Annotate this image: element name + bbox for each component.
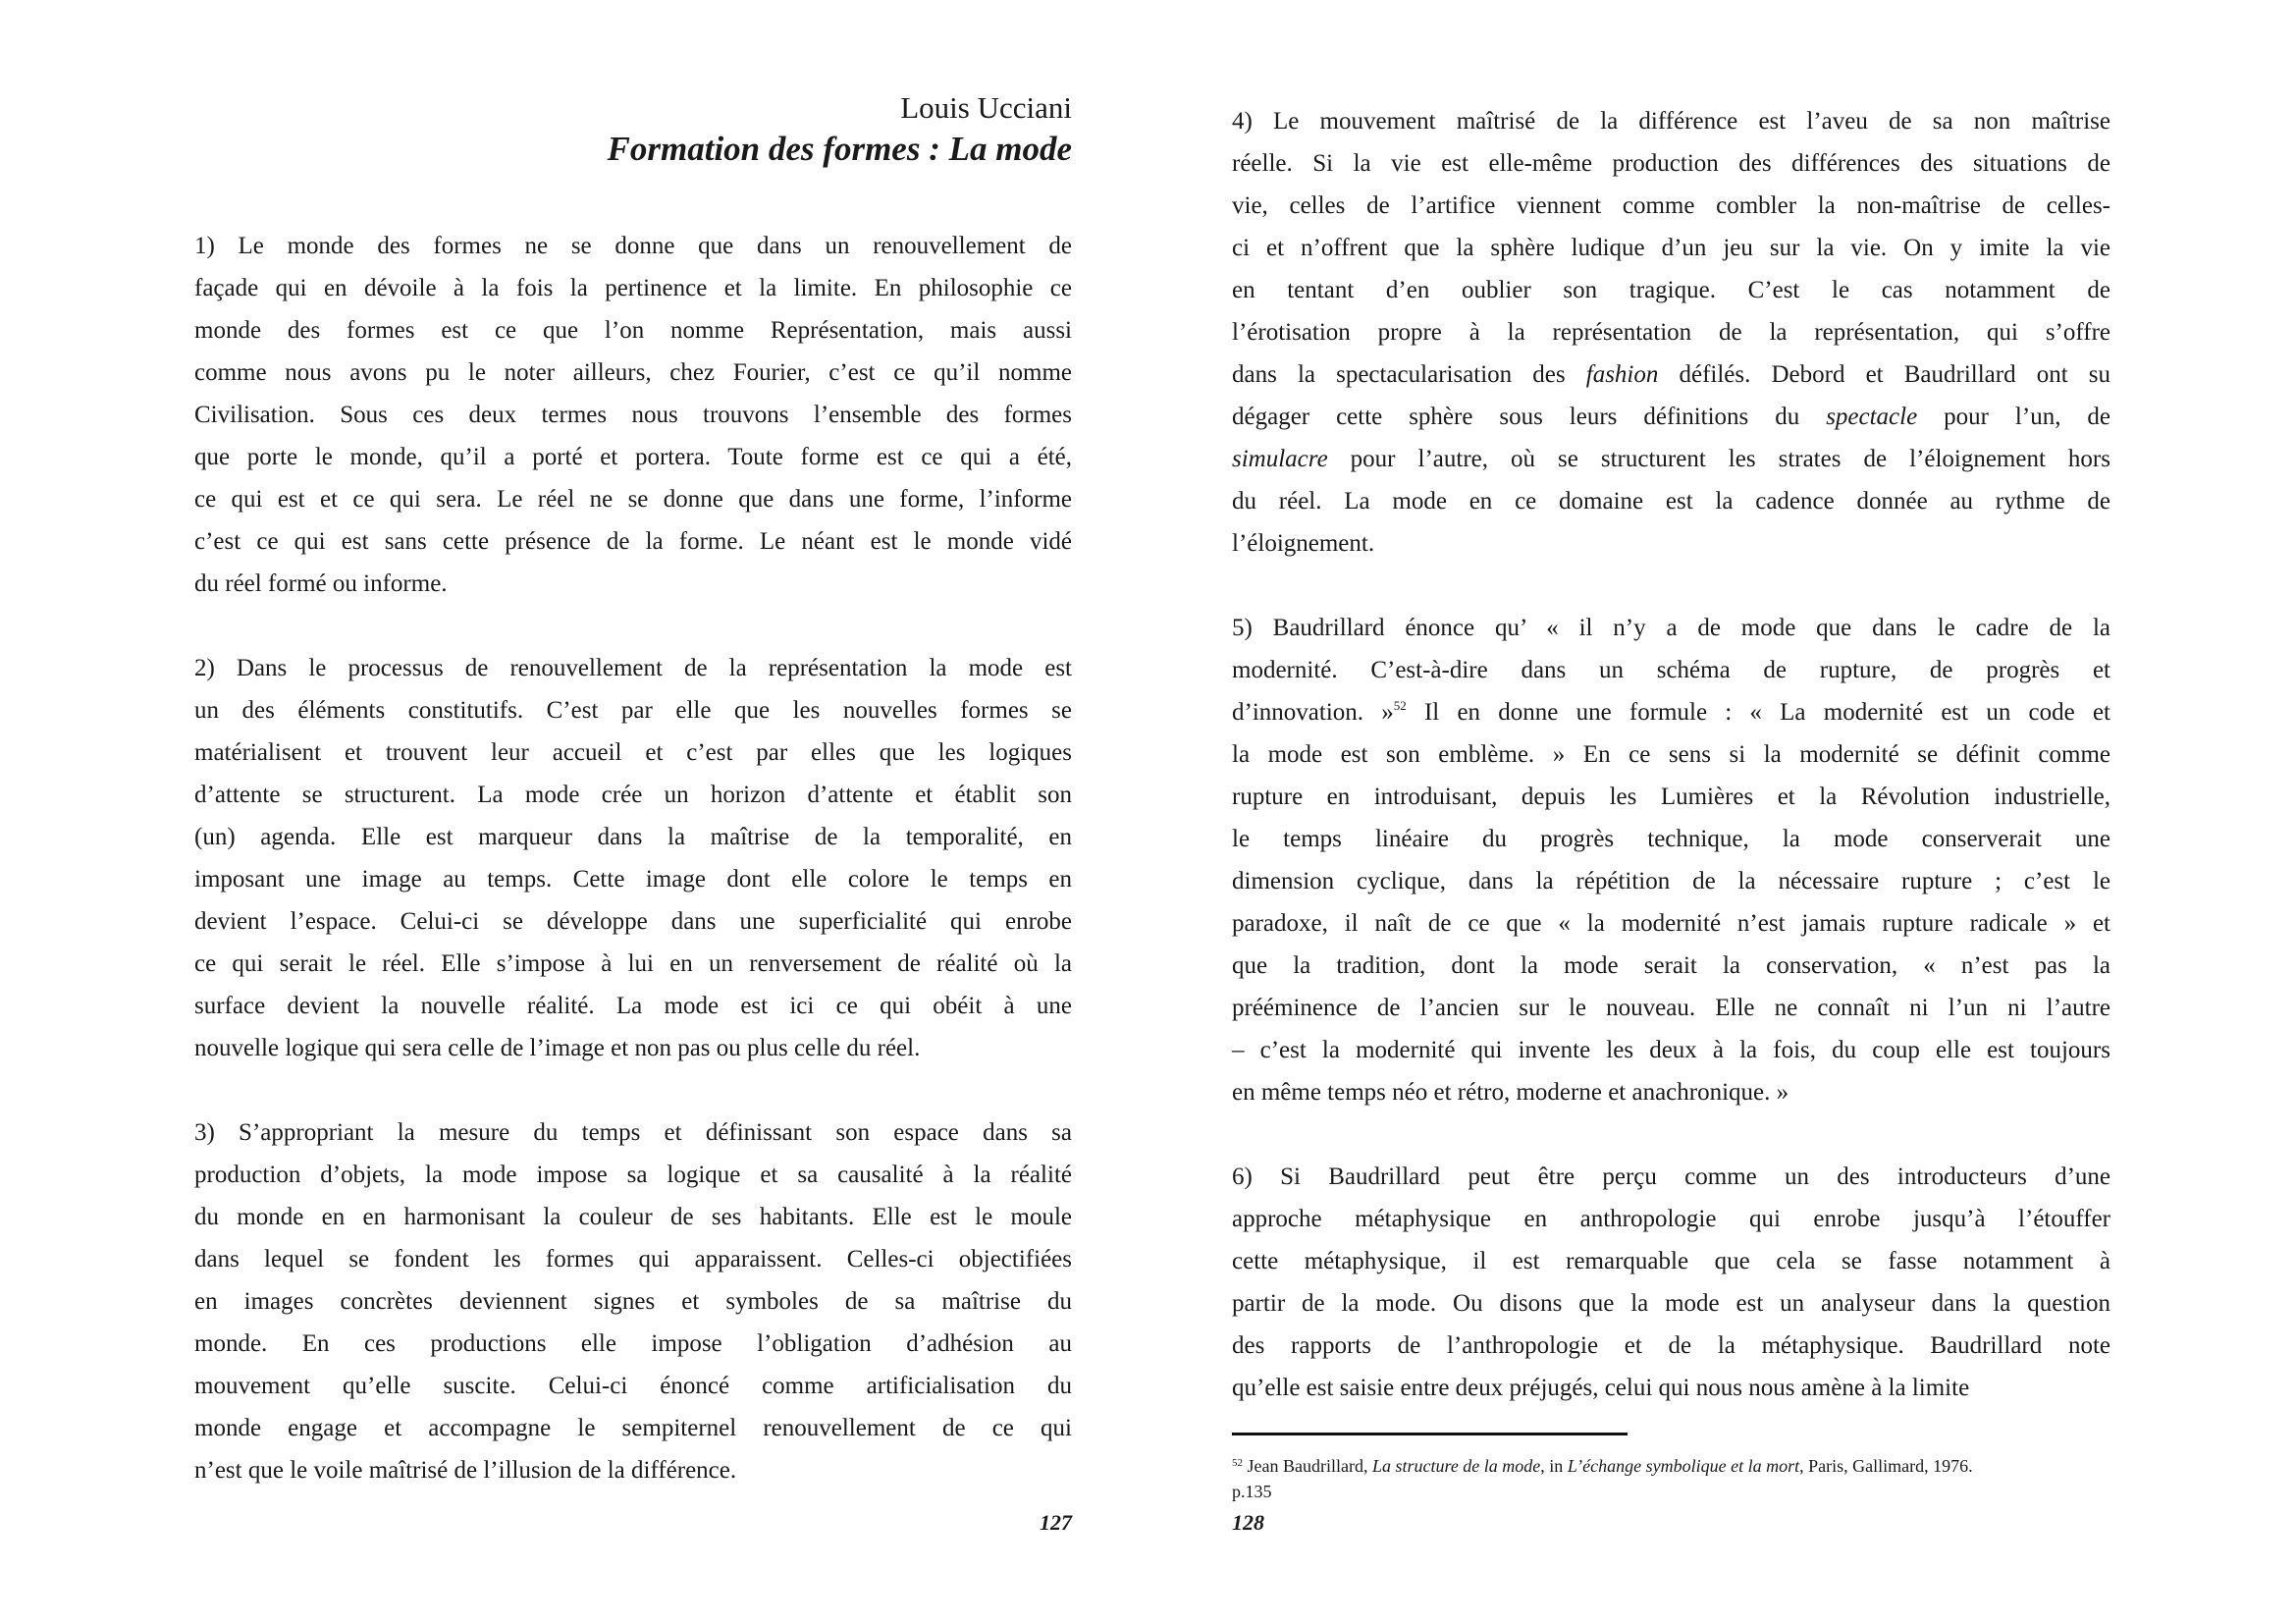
text-line: le temps linéaire du progrès technique, la mode conserverait une [1232, 826, 2110, 852]
paragraph [194, 225, 1072, 605]
text-line: 6) Si Baudrillard peut être perçu comme un des introducteurs d’une [1232, 1164, 2110, 1190]
paragraph [1232, 100, 2110, 565]
text-line: en tentant d’en oublier son tragique. C’est le cas notamment de [1232, 277, 2110, 303]
text-line: – c’est la modernité qui invente les deux à la fois, du coup elle est toujours [1232, 1037, 2110, 1063]
text-line: du réel. La mode en ce domaine est la cadence donnée au rythme de [1232, 488, 2110, 514]
text-line: en même temps néo et rétro, moderne et anachronique. » [1232, 1079, 1789, 1106]
text-line: l’érotisation propre à la représentation de la représentation, qui s’offre [1232, 319, 2110, 346]
paragraph [1232, 1156, 2110, 1409]
chapter-title: Formation des formes : La mode [607, 130, 1072, 168]
italic-text: fashion [1585, 361, 1659, 388]
text-line: vie, celles de l’artifice viennent comme combler la non-maîtrise de celles- [1232, 192, 2110, 219]
text-line: dimension cyclique, dans la répétition de la nécessaire rupture ; c’est le [1232, 868, 2110, 894]
footnote-line: p.135 [1232, 1482, 1272, 1501]
left-page-body [194, 225, 1072, 1491]
text-line: monde des formes est ce que l’on nomme Représentation, mais aussi [194, 317, 1072, 344]
italic-text: spectacle [1826, 404, 1918, 430]
text-line: dans lequel se fondent les formes qui apparaissent. Celles-ci objectifiées [194, 1246, 1072, 1272]
right-page [1232, 100, 2110, 1451]
text-line: surface devient la nouvelle réalité. La mode est ici ce qui obéit à une [194, 993, 1072, 1019]
text-line: paradoxe, il naît de ce que « la modernité n’est jamais rupture radicale » et [1232, 910, 2110, 937]
right-page-body [1232, 100, 2110, 1409]
italic-text: La structure de la mode [1371, 1456, 1541, 1476]
text-line: Civilisation. Sous ces deux termes nous trouvons l’ensemble des formes [194, 402, 1072, 428]
text-line: 3) S’appropriant la mesure du temps et définissant son espace dans sa [194, 1119, 1072, 1146]
text-segment: , Paris, Gallimard, 1976. [1799, 1456, 1973, 1476]
text-line: que porte le monde, qu’il a porté et portera. Toute forme est ce qui a été, [194, 444, 1072, 470]
paragraph [194, 1111, 1072, 1491]
footnote-line [1232, 1453, 2110, 1479]
footnote [1232, 1453, 2110, 1504]
paragraph [1232, 607, 2110, 1113]
text-line: du réel formé ou informe. [194, 570, 448, 597]
text-line: qu’elle est saisie entre deux préjugés, celui qui nous nous amène à la limite [1232, 1375, 1970, 1401]
text-line [1232, 691, 2110, 733]
text-line: prééminence de l’ancien sur le nouveau. Elle ne connaît ni l’un ni l’autre [1232, 995, 2110, 1021]
text-line: devient l’espace. Celui-ci se développe dans une superficialité qui enrobe [194, 908, 1072, 935]
left-page [194, 88, 1072, 1534]
text-line: 2) Dans le processus de renouvellement de la représentation la mode est [194, 655, 1072, 681]
footnote-reference: 52 [1393, 698, 1407, 713]
text-line: du monde en en harmonisant la couleur de ses habitants. Elle est le moule [194, 1204, 1072, 1230]
text-line: des rapports de l’anthropologie et de la métaphysique. Baudrillard note [1232, 1332, 2110, 1359]
paragraph [194, 647, 1072, 1069]
text-line [1232, 396, 2110, 438]
text-line: façade qui en dévoile à la fois la pertinence et la limite. En philosophie ce [194, 275, 1072, 301]
text-segment: dans la spectacularisation des [1232, 361, 1586, 388]
text-line: imposant une image au temps. Cette image dont elle colore le temps en [194, 866, 1072, 893]
text-line: 5) Baudrillard énonce qu’ « il n’y a de mode que dans le cadre de la [1232, 615, 2110, 641]
text-segment: pour l’autre, où se structurent les strates de l’éloignement hors [1327, 446, 2110, 472]
text-line: ce qui serait le réel. Elle s’impose à lui en un renversement de réalité où la [194, 950, 1072, 977]
text-line: nouvelle logique qui sera celle de l’image et non pas ou plus celle du réel. [194, 1035, 921, 1061]
text-line: 1) Le monde des formes ne se donne que dans un renouvellement de [194, 233, 1072, 259]
italic-text: simulacre [1232, 446, 1328, 472]
text-line: que la tradition, dont la mode serait la conservation, « n’est pas la [1232, 952, 2110, 979]
text-line: production d’objets, la mode impose sa logique et sa causalité à la réalité [194, 1162, 1072, 1188]
text-line: monde. En ces productions elle impose l’obligation d’adhésion au [194, 1330, 1072, 1357]
text-line: monde engage et accompagne le sempiternel renouvellement de ce qui [194, 1415, 1072, 1441]
text-segment: Jean Baudrillard, [1243, 1456, 1372, 1476]
text-line: réelle. Si la vie est elle-même production des différences des situations de [1232, 150, 2110, 177]
italic-text: L’échange symbolique et la mort [1567, 1456, 1800, 1476]
text-line: en images concrètes deviennent signes et symboles de sa maîtrise du [194, 1288, 1072, 1315]
text-segment: Il en donne une formule : « La modernité est un code et [1406, 699, 2110, 726]
text-line: 4) Le mouvement maîtrisé de la différence est l’aveu de sa non maîtrise [1232, 108, 2110, 135]
text-segment: dégager cette sphère sous leurs définitions du [1232, 404, 1827, 430]
text-segment: d’innovation. » [1232, 699, 1394, 726]
text-line: (un) agenda. Elle est marqueur dans la maîtrise de la temporalité, en [194, 824, 1072, 850]
text-line: un des éléments constitutifs. C’est par elle que les nouvelles formes se [194, 697, 1072, 724]
text-line: partir de la mode. Ou disons que la mode est un analyseur dans la question [1232, 1290, 2110, 1317]
text-line: comme nous avons pu le noter ailleurs, chez Fourier, c’est ce qu’il nomme [194, 359, 1072, 386]
text-line: mouvement qu’elle suscite. Celui-ci énoncé comme artificialisation du [194, 1373, 1072, 1399]
text-line: la mode est son emblème. » En ce sens si la modernité se définit comme [1232, 741, 2110, 768]
text-line: d’attente se structurent. La mode crée un horizon d’attente et établit son [194, 782, 1072, 808]
text-line: rupture en introduisant, depuis les Lumières et la Révolution industrielle, [1232, 784, 2110, 810]
text-segment: défilés. Debord et Baudrillard ont su [1658, 361, 2110, 388]
text-line: l’éloignement. [1232, 530, 1375, 557]
author-name: Louis Ucciani [900, 90, 1072, 125]
text-segment: pour l’un, de [1917, 404, 2110, 430]
page-number-right: 128 [1232, 1510, 1264, 1535]
footnote-reference: 52 [1232, 1457, 1243, 1469]
text-line: n’est que le voile maîtrisé de l’illusion de la différence. [194, 1457, 737, 1484]
page-number-left: 127 [1040, 1510, 1072, 1535]
text-line: approche métaphysique en anthropologie qui enrobe jusqu’à l’étouffer [1232, 1206, 2110, 1232]
text-line: cette métaphysique, il est remarquable que cela se fasse notamment à [1232, 1248, 2110, 1274]
text-line [1232, 438, 2110, 480]
text-line: matérialisent et trouvent leur accueil et c’est par elles que les logiques [194, 739, 1072, 766]
text-line: ci et n’offrent que la sphère ludique d’un jeu sur la vie. On y imite la vie [1232, 235, 2110, 261]
text-line: ce qui est et ce qui sera. Le réel ne se donne que dans une forme, l’informe [194, 486, 1072, 513]
text-line: c’est ce qui est sans cette présence de la forme. Le néant est le monde vidé [194, 528, 1072, 555]
footnote-separator [1232, 1433, 1628, 1435]
text-line: modernité. C’est-à-dire dans un schéma de rupture, de progrès et [1232, 657, 2110, 683]
text-segment: , in [1540, 1456, 1568, 1476]
text-line [1232, 353, 2110, 396]
